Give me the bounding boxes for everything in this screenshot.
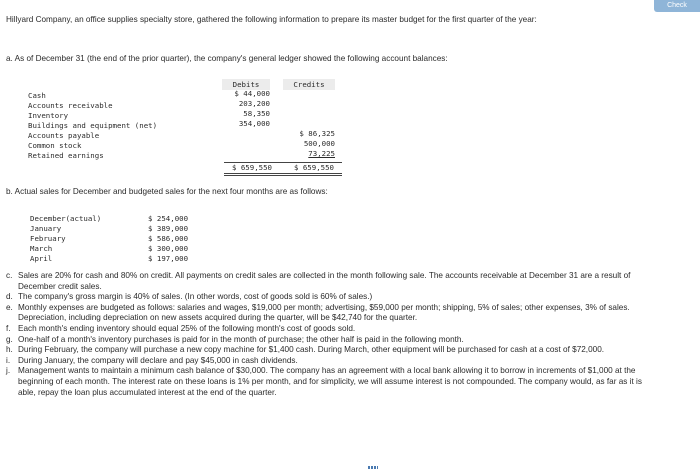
sales-value: $ 254,000	[148, 214, 189, 223]
credit-value: 73,225	[308, 149, 335, 158]
note-letter: d.	[6, 292, 13, 302]
total-credits: $ 659,550	[293, 163, 334, 172]
debit-value: 58,350	[243, 109, 270, 118]
note-text: During January, the company will declare and pay $45,000 in cash dividends.	[18, 355, 298, 365]
account-name: Accounts payable	[28, 131, 100, 140]
note-letter: j.	[6, 366, 11, 376]
note-text: Monthly expenses are budgeted as follows: salaries and wages, $19,000 per month; advertising, $59,000 per month; shipping, 5% of sales; other expenses, 3% of sales. Depreciation, including depreciation on new assets acquired during the quarter, will be $42,740 for the quarter.	[18, 302, 630, 323]
note-item	[6, 271, 648, 292]
sales-value: $ 300,000	[148, 244, 189, 253]
note-text: Sales are 20% for cash and 80% on credit. All payments on credit sales are collected in the month following sale. The accounts receivable at December 31 are a result of December credit sales.	[18, 271, 631, 291]
intro-paragraph: Hillyard Company, an office supplies specialty store, gathered the following information to prepare its master budget for the first quarter of the year:	[6, 15, 537, 24]
account-name: Inventory	[28, 111, 69, 120]
credit-value: $ 86,325	[299, 129, 335, 138]
credits-header: Credits	[283, 79, 335, 90]
note-letter: e.	[6, 302, 13, 312]
notes-list	[6, 271, 648, 398]
ledger-totals	[224, 162, 342, 176]
note-letter: g.	[6, 334, 13, 344]
note-item	[6, 324, 648, 335]
sales-value: $ 586,000	[148, 234, 189, 243]
account-name: Buildings and equipment (net)	[28, 121, 158, 130]
sales-month: February	[30, 234, 66, 243]
sales-month: December(actual)	[30, 214, 102, 223]
note-item	[6, 345, 648, 356]
note-text: Management wants to maintain a minimum cash balance of $30,000. The company has an agreement with a local bank allowing it to borrow in increments of $1,000 at the beginning of each month. The interest rate on these loans is 1% per month, and for simplicity, we will assume interest is not compounded. The company would, as far as it is able, repay the loan plus accumulated interest at the end of the quarter.	[18, 366, 642, 397]
ledger-table	[28, 79, 342, 173]
note-text: One-half of a month's inventory purchases is paid for in the month of purchase; the other half is paid in the following month.	[18, 334, 464, 344]
item-a-text: a. As of December 31 (the end of the prior quarter), the company's general ledger showed the following account balances:	[6, 54, 448, 63]
note-item	[6, 303, 648, 324]
total-debits: $ 659,550	[231, 163, 272, 172]
note-text: During February, the company will purchase a new copy machine for $1,400 cash. During March, other equipment will be purchased for cash at a cost of $72,000.	[18, 345, 605, 355]
note-text: Each month's ending inventory should equal 25% of the following month's cost of goods sold.	[18, 323, 356, 333]
item-b-text: b. Actual sales for December and budgeted sales for the next four months are as follows:	[6, 187, 328, 196]
sales-month: March	[30, 244, 53, 253]
note-letter: c.	[6, 271, 13, 280]
account-name: Retained earnings	[28, 151, 104, 160]
note-text: The company's gross margin is 40% of sales. (In other words, cost of goods sold is 60% of sales.)	[18, 292, 373, 302]
note-item	[6, 335, 648, 346]
debits-header: Debits	[222, 79, 270, 90]
note-item	[6, 366, 648, 398]
sales-value-column	[148, 214, 188, 264]
debit-value: 203,200	[238, 99, 270, 108]
sales-month-column	[30, 214, 101, 264]
check-button[interactable]: Check	[654, 0, 700, 12]
debit-value: $ 44,000	[234, 89, 270, 98]
sales-month: January	[30, 224, 62, 233]
note-item	[6, 292, 648, 303]
debit-values	[222, 89, 270, 129]
sales-value: $ 197,000	[148, 254, 189, 263]
note-letter: h.	[6, 345, 13, 355]
credit-values	[283, 129, 335, 159]
sales-month: April	[30, 254, 53, 263]
note-letter: f.	[6, 323, 11, 333]
debit-value: 354,000	[238, 119, 270, 128]
account-name: Accounts receivable	[28, 101, 113, 110]
note-item	[6, 356, 648, 367]
account-name: Cash	[28, 91, 46, 100]
account-name: Common stock	[28, 141, 82, 150]
note-letter: i.	[6, 355, 11, 365]
more-dots-icon	[368, 466, 378, 469]
sales-value: $ 389,000	[148, 224, 189, 233]
account-names	[28, 91, 157, 161]
credit-value: 500,000	[303, 139, 335, 148]
